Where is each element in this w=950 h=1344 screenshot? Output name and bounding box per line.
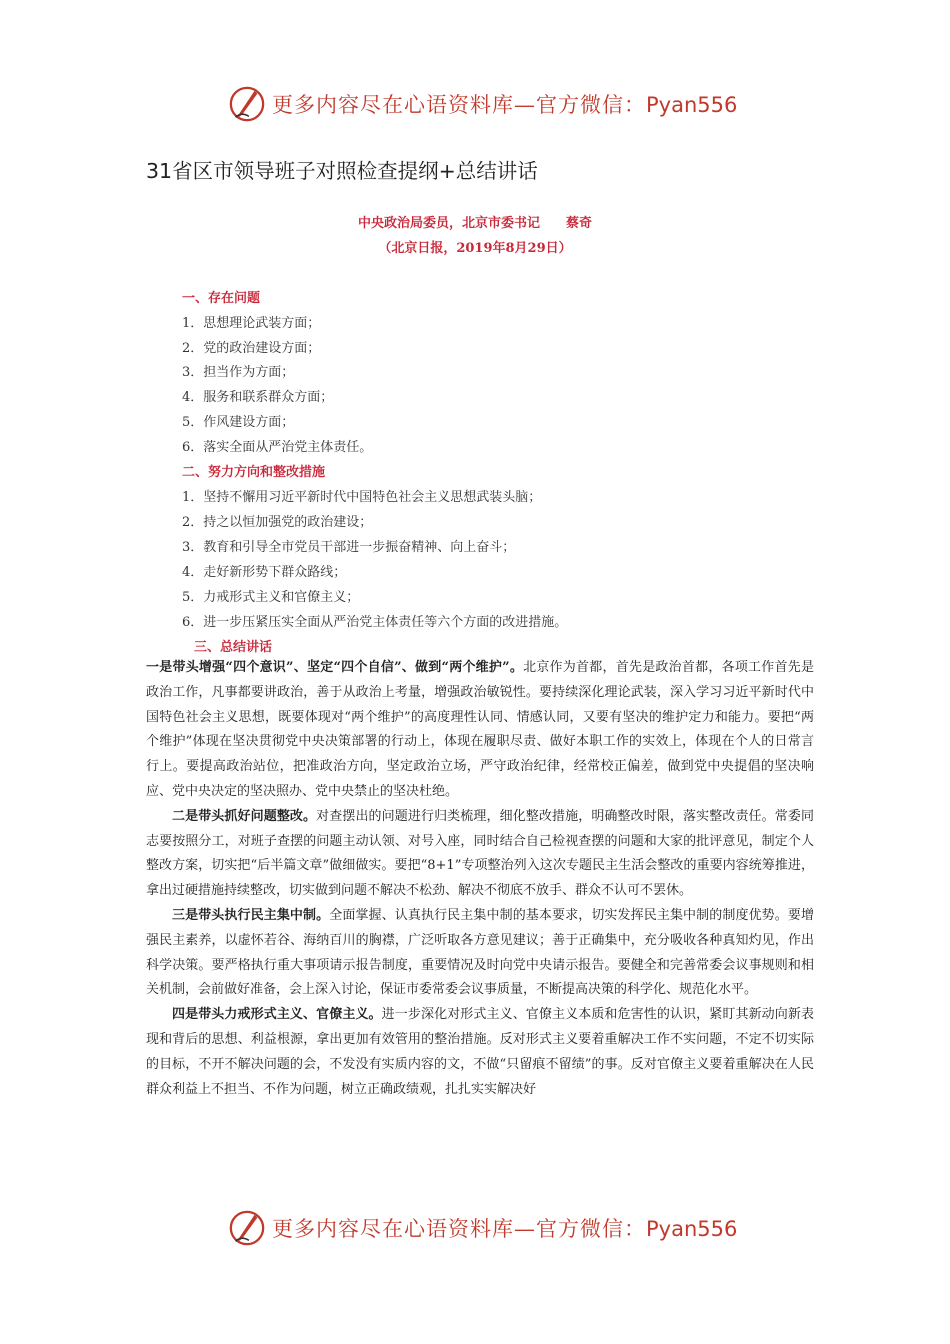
wechat-id: Pyan556 bbox=[646, 93, 738, 117]
author-line: 中央政治局委员，北京市委书记 蔡奇 bbox=[357, 216, 592, 231]
list-item: 1．思想理论武装方面； bbox=[182, 316, 321, 331]
summary-body bbox=[146, 656, 814, 1102]
footer-banner bbox=[228, 1208, 737, 1248]
quill-pen-logo-icon bbox=[228, 1209, 266, 1247]
list-item: 6．进一步压紧压实全面从严治党主体责任等六个方面的改进措施。 bbox=[182, 615, 568, 630]
source-line: （北京日报，2019年8月29日） bbox=[378, 241, 572, 256]
list-item: 5．力戒形式主义和官僚主义； bbox=[182, 590, 360, 605]
paragraph-lead: 四是带头力戒形式主义、官僚主义。 bbox=[172, 1007, 382, 1023]
banner-text: 更多内容尽在心语资料库—官方微信：Pyan556 bbox=[272, 93, 738, 117]
paragraph-lead: 一是带头增强“四个意识”、坚定“四个自信”、做到“两个维护”。 bbox=[146, 660, 524, 675]
section-heading-measures: 二、努力方向和整改措施 bbox=[182, 465, 326, 480]
list-item: 3．教育和引导全市党员干部进一步振奋精神、向上奋斗； bbox=[182, 540, 516, 555]
paragraph-text: 全面掌握、认真执行民主集中制的基本要求，切实发挥民主集中制的制度优势。要增强民主素养，以虚怀若谷、海纳百川的胸襟，广泛听取各方意见建议；善于正确集中，充分吸收各种真知灼见，作出科学决策。要严格执行重大事项请示报告制度，重要情况及时向党中央请示报告。要健全和完善常委会议事规则和相关机制，会前做好准备，会上深入讨论，保证市委常委会议事质量，不断提高决策的科学化、规范化水平。 bbox=[146, 907, 814, 998]
page-title: 31省区市领导班子对照检查提纲+总结讲话 bbox=[146, 159, 538, 183]
quill-pen-logo-icon bbox=[228, 85, 266, 123]
list-item: 1．坚持不懈用习近平新时代中国特色社会主义思想武装头脑； bbox=[182, 490, 542, 505]
section-heading-problems: 一、存在问题 bbox=[182, 291, 261, 306]
list-item: 4．服务和联系群众方面； bbox=[182, 390, 334, 405]
paragraph-text: 对查摆出的问题进行归类梳理，细化整改措施，明确整改时限，落实整改责任。常委同志要按照分工，对班子查摆的问题主动认领、对号入座，同时结合自己检视查摆的问题和大家的批评意见，制定个人整改方案，切实把“后半篇文章”做细做实。要把“8+1”专项整治列入这次专题民主生活会整改的重要内容统筹推进，拿出过硬措施持续整改，切实做到问题不解决不松劲、解决不彻底不放手、群众不认可不罢休。 bbox=[146, 808, 814, 899]
paragraph-3 bbox=[146, 904, 814, 1003]
section-heading-summary: 三、总结讲话 bbox=[194, 640, 273, 655]
list-item: 4．走好新形势下群众路线； bbox=[182, 565, 347, 580]
paragraph-4 bbox=[146, 1003, 814, 1102]
banner-text: 更多内容尽在心语资料库—官方微信：Pyan556 bbox=[272, 1217, 738, 1241]
list-item: 5．作风建设方面； bbox=[182, 415, 295, 430]
header-banner bbox=[228, 84, 737, 124]
list-item: 3．担当作为方面； bbox=[182, 365, 295, 380]
list-item: 2．党的政治建设方面； bbox=[182, 341, 321, 356]
wechat-id: Pyan556 bbox=[646, 1217, 738, 1241]
paragraph-text: 北京作为首都，首先是政治首都，各项工作首先是政治工作，凡事都要讲政治，善于从政治上考量，增强政治敏锐性。要持续深化理论武装，深入学习习近平新时代中国特色社会主义思想，既要体现对“两个维护”的高度理性认同、情感认同，又要有坚决的维护定力和能力。要把“两个维护”体现在坚决贯彻党中央决策部署的行动上，体现在履职尽责、做好本职工作的实效上，体现在个人的日常言行上。要提高政治站位，把准政治方向，坚定政治立场，严守政治纪律，经常校正偏差，做到党中央提倡的坚决响应、党中央决定的坚决照办、党中央禁止的坚决杜绝。 bbox=[146, 660, 814, 799]
list-item: 6．落实全面从严治党主体责任。 bbox=[182, 440, 373, 455]
paragraph-lead: 三是带头执行民主集中制。 bbox=[172, 907, 330, 923]
paragraph-1 bbox=[146, 656, 814, 805]
paragraph-lead: 二是带头抓好问题整改。 bbox=[172, 808, 317, 824]
list-item: 2．持之以恒加强党的政治建设； bbox=[182, 515, 373, 530]
paragraph-2 bbox=[146, 805, 814, 904]
paragraph-text: 进一步深化对形式主义、官僚主义本质和危害性的认识，紧盯其新动向新表现和背后的思想、利益根源，拿出更加有效管用的整治措施。反对形式主义要着重解决工作不实问题，不定不切实际的目标，不开不解决问题的会，不发没有实质内容的文，不做“只留痕不留绩”的事。反对官僚主义要着重解决在人民群众利益上不担当、不作为问题，树立正确政绩观，扎扎实实解决好 bbox=[146, 1007, 814, 1097]
